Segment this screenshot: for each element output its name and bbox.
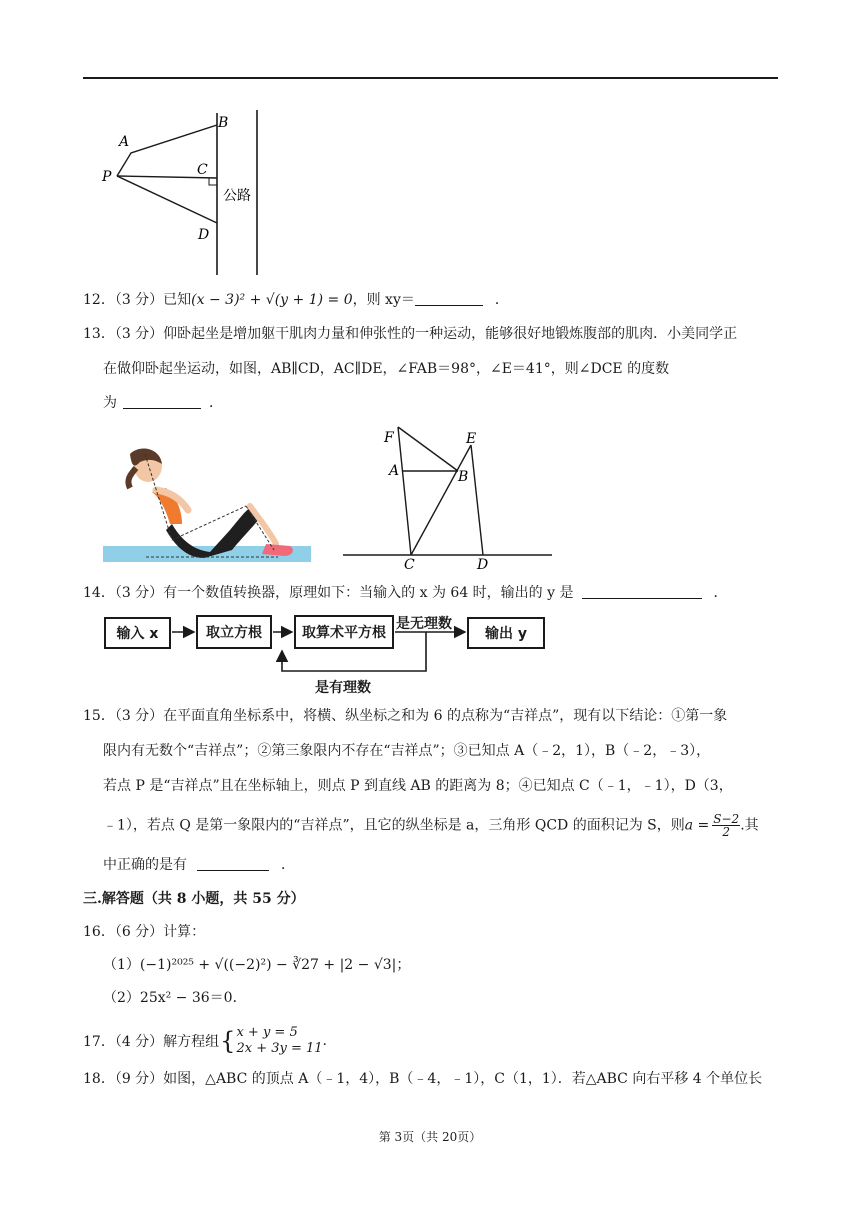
label-b: B: [218, 115, 229, 131]
shoe: [262, 544, 293, 556]
q17-brace: {: [220, 1027, 236, 1055]
q15-line4-end: .其: [740, 817, 759, 834]
q12-end: ．: [494, 292, 509, 308]
q12-answer-blank[interactable]: [415, 291, 483, 306]
q15-line-1: 15．（3 分）在平面直角坐标系中，将横、纵坐标之和为 6 的点称为“吉祥点”，现有以下结论：①第一象: [83, 708, 728, 724]
q13-line-1: 13．（3 分）仰卧起坐是增加躯干肌肉力量和伸张性的一种运动，能够很好地锻炼腹部的肌肉．小美同学正: [83, 326, 738, 342]
q15-line-4: [103, 813, 803, 838]
q12-expression: (x − 3)² + √(y + 1) = 0: [191, 292, 353, 308]
line-pd: [117, 176, 217, 223]
q17-system: [236, 1025, 322, 1057]
q17-end: .: [322, 1033, 327, 1049]
q16-part-2: （2）25x² − 36＝0．: [103, 990, 247, 1006]
label-b2: B: [458, 469, 469, 485]
flow-output-label: 输出 y: [485, 626, 527, 642]
q16-title: 16．（6 分）计算：: [83, 924, 206, 940]
flow-rational-label: 是有理数: [315, 680, 371, 696]
label-a2: A: [389, 463, 400, 479]
q13-line-3: [103, 393, 803, 413]
q14-text: 14．（3 分）有一个数值转换器，原理如下：当输入的 x 为 64 时，输出的 y 是: [83, 585, 574, 601]
situp-illustration: [100, 440, 315, 566]
q15-line4-prefix: ﹣1），若点 Q 是第一象限内的“吉祥点”，且它的纵坐标是 a，三角形 QCD 的面积记为 S，则: [103, 817, 685, 834]
label-f: F: [384, 430, 394, 446]
road-figure: [95, 105, 265, 280]
label-e: E: [466, 431, 477, 447]
label-p: P: [102, 169, 112, 185]
q12-prefix: 12．（3 分）已知: [83, 292, 192, 308]
line-ed: [471, 445, 483, 555]
road-label: 公路: [223, 188, 251, 204]
q15-end: ．: [281, 857, 295, 873]
flow-sqrt-label: 取算术平方根: [302, 625, 386, 641]
arrow-loop-back: [282, 632, 426, 671]
page-footer: 第 3页（共 20页）: [378, 1130, 482, 1144]
q12-mid: ，则 xy＝: [352, 292, 415, 308]
q15-frac-num: S−2: [713, 812, 740, 826]
label-a: A: [119, 134, 130, 150]
flow-input-box: [104, 617, 171, 649]
q15-a-equals: a =: [684, 817, 710, 834]
ponytail: [128, 468, 136, 488]
question-12: [83, 290, 783, 310]
label-d2: D: [477, 557, 489, 571]
flow-irrational-label: 是无理数: [396, 616, 452, 632]
q13-end: ．: [209, 395, 223, 411]
q17-eq-1: x + y = 5: [236, 1025, 298, 1040]
question-14: [83, 583, 783, 603]
flow-input-label: 输入 x: [116, 626, 159, 642]
label-c: C: [197, 162, 208, 178]
q13-prefix: 为: [103, 395, 117, 411]
line-fb: [398, 427, 458, 471]
q15-frac-den: 2: [722, 825, 731, 839]
label-c2: C: [404, 557, 415, 571]
label-d: D: [198, 227, 210, 243]
q17-eq-2: 2x + 3y = 11: [236, 1041, 323, 1056]
q15-line-2: 限内有无数个“吉祥点”；②第三象限内不存在“吉祥点”；③已知点 A（﹣2，1），B（﹣2，﹣3），: [103, 743, 711, 759]
q13-line-2: 在做仰卧起坐运动，如图，AB∥CD，AC∥DE，∠FAB＝98°，∠E＝41°，则∠DCE 的度数: [103, 361, 670, 377]
q15-fraction: [712, 813, 740, 838]
q16-part-1: （1）(−1)²⁰²⁵ + √((−2)²) − ∛27 + |2 − √3|；: [103, 957, 411, 973]
q14-answer-blank[interactable]: [582, 584, 702, 599]
line-fc: [398, 427, 411, 555]
q14-end: ．: [713, 585, 728, 601]
q13-answer-blank[interactable]: [123, 394, 201, 409]
q13-geometry-figure: [340, 425, 555, 571]
header-rule: [83, 77, 778, 79]
section-3-title: 三.解答题（共 8 小题，共 55 分）: [83, 891, 305, 907]
q15-line5-prefix: 中正确的是有: [103, 857, 187, 873]
line-ce: [411, 445, 471, 555]
q15-answer-blank[interactable]: [197, 856, 269, 871]
question-17: [83, 1025, 327, 1057]
right-angle-mark: [209, 178, 217, 185]
flow-output-box: [467, 617, 545, 649]
q17-prefix: 17．（4 分）解方程组: [83, 1034, 220, 1050]
q15-line-3: 若点 P 是“吉祥点”且在坐标轴上，则点 P 到直线 AB 的距离为 8；④已知点 C（﹣1，﹣1），D（3，: [103, 778, 733, 794]
flow-cube-root-label: 取立方根: [206, 625, 262, 641]
q18-line-1: 18．（9 分）如图，△ABC 的顶点 A（﹣1，4），B（﹣4，﹣1），C（1，1）．若△ABC 向右平移 4 个单位长: [83, 1071, 763, 1087]
q15-line-5: [103, 855, 803, 875]
